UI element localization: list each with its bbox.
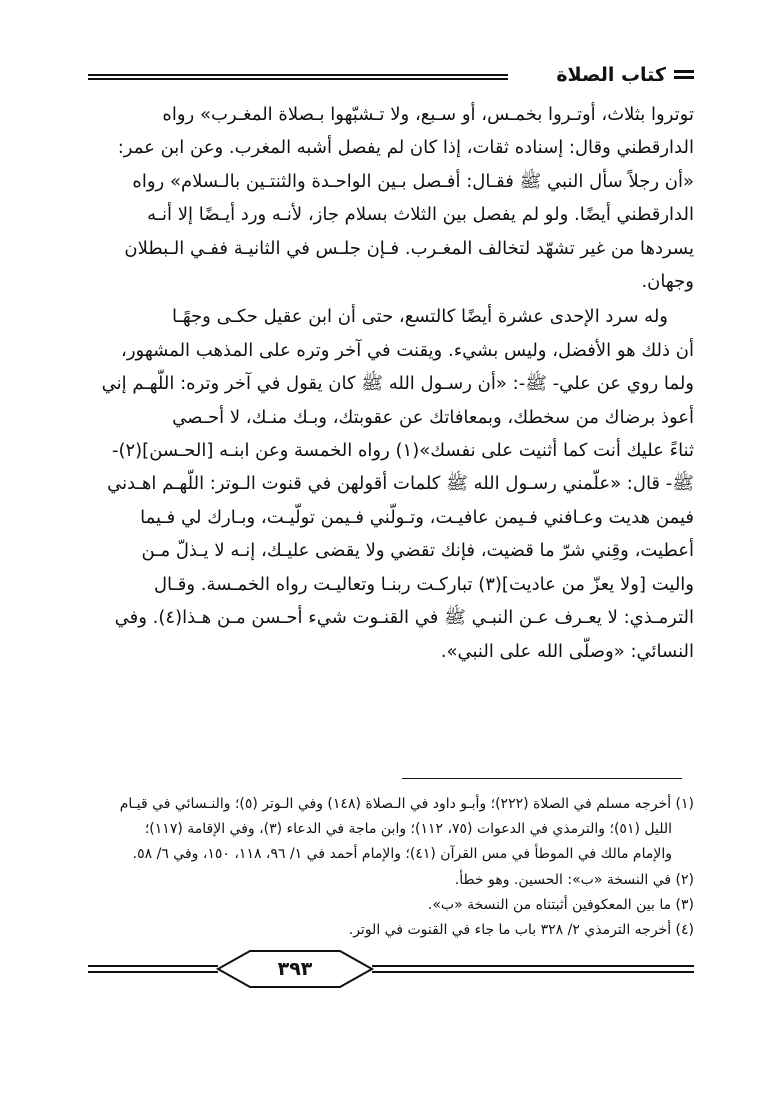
main-text (82, 98, 694, 668)
text-line: توتروا بثلاث، أوتـروا بخمـس، أو سـبع، ولا تـشبّهوا بـصلاة المغـرب» رواه (162, 104, 694, 125)
footnote-line: (١) أخرجه مسلم في الصلاة (٢٢٢)؛ وأبـو داود في الـصلاة (١٤٨) وفي الـوتر (٥)؛ والنـسائي في قيـام (119, 796, 694, 812)
chapter-title: كتاب الصلاة (556, 64, 666, 86)
footnote-separator (402, 778, 682, 779)
text-line: الترمـذي: لا يعـرف عـن النبـي ﷺ في القنـوت شيء أحـسن مـن هـذا(٤). وفي (114, 607, 694, 629)
text-line: الدارقطني وقال: إسناده ثقات، إذا كان لم يفصل أشبه المغرب. وعن ابن عمر: (117, 137, 694, 159)
header-rule (88, 74, 508, 81)
footnote-line: (٤) أخرجه الترمذي ٢/ ٣٢٨ باب ما جاء في القنوت في الوتر. (348, 922, 694, 939)
text-line: ﷺ- قال: «علّمني رسـول الله ﷺ كلمات أقولهن في قنوت الـوتر: اللّهـم اهـدني (107, 473, 694, 495)
footnote-2 (82, 868, 694, 893)
text-line: النسائي: «وصلّى الله على النبي». (440, 640, 694, 662)
text-line: ثناءً عليك أنت كما أثنيت على نفسك»(١) رواه الخمسة وعن ابنـه [الحـسن](٢)- (111, 440, 694, 462)
text-line: واليت [ولا يعزّ من عاديت](٣) تباركـت ربنـا وتعاليـت رواه الخمـسة. وقـال (153, 573, 694, 595)
text-line: يسردها من غير تشهّد لتخالف المغـرب. فـإن جلـس في الثانيـة ففـي الـبطلان (124, 237, 694, 259)
footnotes (82, 792, 694, 943)
footnote-line: والإمام مالك في الموطأ في مس القرآن (٤١)؛ والإمام أحمد في ١/ ٩٦، ١١٨، ١٥٠، وفي ٦/ ٥٨. (132, 846, 672, 863)
page-header (88, 62, 694, 92)
footer-ornament (88, 945, 694, 995)
footnote-4 (82, 918, 694, 943)
footnote-line: (٢) في النسخة «ب»: الحسين. وهو خطأ. (454, 871, 694, 888)
text-line: الدارقطني أيضًا. ولو لم يفصل بين الثلاث بسلام جاز، لأنـه ورد أيـضًا إلا أنـه (147, 204, 694, 226)
footnote-line: الليل (٥١)؛ والترمذي في الدعوات (٧٥، ١١٢)؛ وابن ماجة في الدعاء (٣)، وفي الإقامة (١١٧)؛ (144, 821, 672, 838)
text-line: ولما روي عن علي- ﷺ-: «أن رسـول الله ﷺ كان يقول في آخر وتره: اللّهـم إني (101, 373, 694, 395)
text-line: أن ذلك هو الأفضل، وليس بشيء. ويقنت في آخر وتره على المذهب المشهور، (121, 339, 694, 361)
text-line: «أن رجلاً سأل النبي ﷺ فقـال: أفـصل بـين الواحـدة والثنتـين بالـسلام» رواه (132, 170, 694, 192)
paragraph (82, 300, 694, 667)
footnote-3 (82, 893, 694, 918)
page-number: ٣٩٣ (277, 958, 313, 980)
footnote-line: (٣) ما بين المعكوفين أثبتناه من النسخة «ب». (427, 896, 694, 913)
text-line: أعطيت، وقِني شرّ ما قضيت، فإنك تقضي ولا يقضى عليـك، إنـه لا يـذلّ مـن (141, 540, 694, 562)
text-line: فيمن هديت وعـافني فـيمن عافيـت، وتـولّني فـيمن تولّيـت، وبـارك لي فـيما (140, 506, 694, 528)
text-line: وجهان. (641, 271, 694, 293)
paragraph (82, 98, 694, 298)
footnote-1 (82, 792, 694, 868)
header-ornament (674, 70, 694, 80)
text-line: وله سرد الإحدى عشرة أيضًا كالتسع، حتى أن ابن عقيل حكـى وجهًـا (171, 306, 668, 328)
page-footer (88, 945, 694, 995)
text-line: أعوذ برضاك من سخطك، وبمعافاتك عن عقوبتك، وبـك منـك، لا أحـصي (172, 406, 694, 428)
